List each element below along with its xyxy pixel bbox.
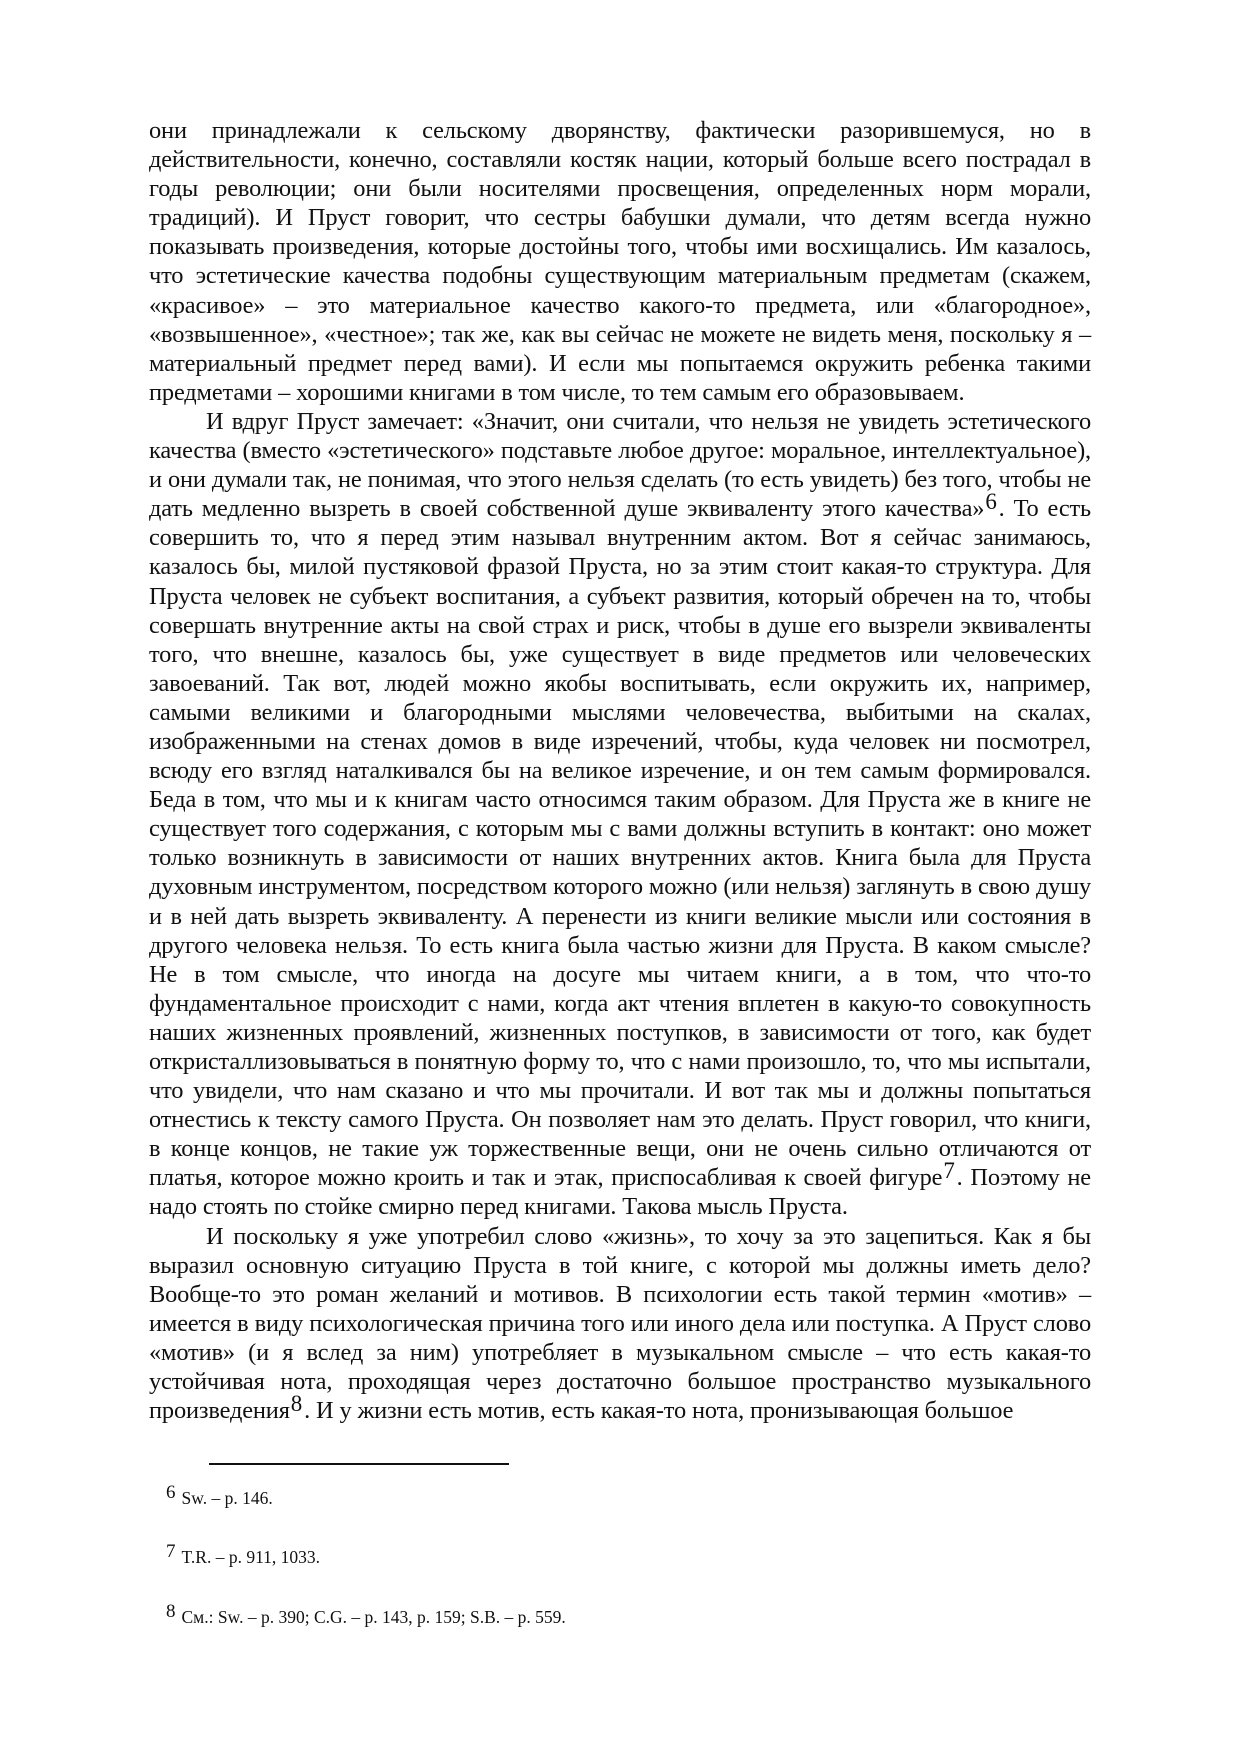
footnote-text: Sw. – p. 146. bbox=[181, 1488, 273, 1508]
paragraph-text: И поскольку я уже употребил слово «жизнь», то хочу за это зацепиться. Как я бы выразил основную ситуацию Пруста в той книге, с которой мы должны иметь дело? Вообще-то это роман желаний и мотивов. В психологии есть такой термин «мотив» – имеется в виду психологическая причина того или иного дела или поступка. А Пруст слово «мотив» (и я вслед за ним) употребляет в музыкальном смысле – что есть какая-то устойчивая нота, проходящая через достаточно большое пространство музыкального произведения bbox=[149, 1222, 1091, 1425]
footnote-7 bbox=[166, 1541, 320, 1568]
footnote-text: T.R. – p. 911, 1033. bbox=[181, 1547, 321, 1567]
paragraph-text: . То есть совершить то, что я перед этим называл внутренним актом. Вот я сейчас занимаюсь, казалось бы, милой пустяковой фразой Пруста, но за этим стоит какая-то структура. Для Пруста человек не субъект воспитания, а субъект развития, который обречен на то, чтобы совершать внутренние акты на свой страх и риск, чтобы в душе его вызрели эквиваленты того, что внешне, казалось бы, уже существует в виде предметов или человеческих завоеваний. Так вот, людей можно якобы воспитывать, если окружить их, например, самыми великими и благородными мыслями человечества, выбитыми на скалах, изображенными на стенах домов в виде изречений, чтобы, куда человек ни посмотрел, всюду его взгляд наталкивался бы на великое изречение, и он тем самым формировался. Беда в том, что мы и к книгам часто относимся таким образом. Для Пруста же в книге не существует того содержания, с которым мы с вами должны вступить в контакт: оно может только возникнуть в зависимости от наших внутренних актов. Книга была для Пруста духовным инструментом, посредством которого можно (или нельзя) заглянуть в свою душу и в ней дать вызреть эквиваленту. А перенести из книги великие мысли или состояния в другого человека нельзя. То есть книга была частью жизни для Пруста. В каком смысле? Не в том смысле, что иногда на досуге мы читаем книги, а в том, что что-то фундаментальное происходит с нами, когда акт чтения вплетен в какую-то совокупность наших жизненных проявлений, жизненных поступков, в зависимости от того, как будет откристаллизовываться в понятную форму то, что с нами произошло, то, что мы испытали, что увидели, что нам сказано и что мы прочитали. И вот так мы и должны попытаться отнестись к тексту самого Пруста. Он позволяет нам это делать. Пруст говорил, что книги, в конце концов, не такие уж торжественные вещи, они не очень сильно отличаются от платья, которое можно кроить и так и этак, приспосабливая к своей фигуре bbox=[149, 495, 1091, 1192]
footnote-8 bbox=[166, 1601, 566, 1628]
footnote-6 bbox=[166, 1482, 273, 1509]
paragraph-text: . И у жизни есть мотив, есть какая-то нота, пронизывающая большое bbox=[304, 1397, 1014, 1425]
paragraph-text: . Поэтому не надо стоять по стойке смирно перед книгами. Такова мысль Пруста. bbox=[149, 1164, 1091, 1221]
footnote-number: 6 bbox=[166, 1482, 176, 1503]
footnote-ref-7[interactable]: 7 bbox=[943, 1158, 955, 1184]
document-body bbox=[149, 116, 1091, 1425]
footnote-ref-8[interactable]: 8 bbox=[290, 1391, 303, 1417]
paragraph-2 bbox=[149, 407, 1091, 1222]
paragraph-3 bbox=[149, 1222, 1091, 1426]
paragraph-1 bbox=[149, 116, 1091, 407]
paragraph-text: они принадлежали к сельскому дворянству, фактически разорившемуся, но в действительности, конечно, составляли костяк нации, который больше всего пострадал в годы революции; они были носителями просвещения, определенных норм морали, традиций). И Пруст говорит, что сестры бабушки думали, что детям всегда нужно показывать произведения, которые достойны того, чтобы ими восхищались. Им казалось, что эстетические качества подобны существующим материальным предметам (скажем, «красивое» – это материальное качество какого-то предмета, или «благородное», «возвышенное», «честное»; так же, как вы сейчас не можете не видеть меня, поскольку я – материальный предмет перед вами). И если мы попытаемся окружить ребенка такими предметами – хорошими книгами в том числе, то тем самым его образовываем. bbox=[149, 117, 1091, 406]
paragraph-text: И вдруг Пруст замечает: «Значит, они считали, что нельзя не увидеть эстетического качества (вместо «эстетического» подставьте любое другое: моральное, интеллектуальное), и они думали так, не понимая, что этого нельзя сделать (то есть увидеть) без того, чтобы не дать медленно вызреть в своей собственной душе эквиваленту этого качества» bbox=[149, 407, 1091, 523]
footnote-ref-6[interactable]: 6 bbox=[985, 489, 997, 515]
footnote-number: 7 bbox=[166, 1541, 176, 1562]
footnote-text: См.: Sw. – p. 390; C.G. – p. 143, p. 159; S.B. – p. 559. bbox=[181, 1607, 566, 1627]
footnote-separator bbox=[209, 1463, 509, 1465]
footnote-number: 8 bbox=[166, 1601, 176, 1622]
